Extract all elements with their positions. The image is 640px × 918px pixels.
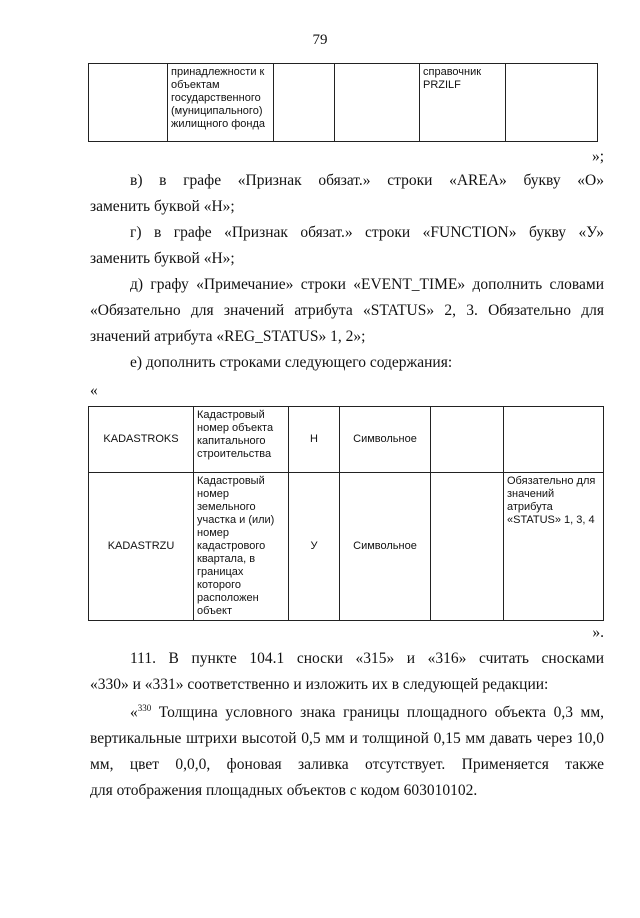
item-d-line: значений атрибута «REG_STATUS» 1, 2»; bbox=[90, 328, 366, 345]
attribute-code: KADASTROKS bbox=[89, 407, 194, 473]
attribute-description: Кадастровый номер земельного участка и (или) номер кадастрового квартала, в границах которого расположен объект bbox=[194, 473, 289, 621]
attribute-description: Кадастровый номер объекта капитального строительства bbox=[194, 407, 289, 473]
attribute-type: Символьное bbox=[340, 473, 431, 621]
item-v-line: заменить буквой «Н»; bbox=[90, 198, 235, 215]
table-cell: справочник PRZILF bbox=[420, 64, 506, 142]
new-attributes-table bbox=[88, 406, 604, 621]
footnote-line: вертикальные штрихи высотой 0,5 мм и толщиной 0,15 мм давать через 10,0 bbox=[90, 730, 604, 747]
paragraph-111-line: 111. В пункте 104.1 сноски «315» и «316» считать сносками bbox=[130, 650, 604, 667]
table-cell: принадлежности к объектам государственного (муниципального) жилищного фонда bbox=[168, 64, 274, 142]
table-cell bbox=[335, 64, 420, 142]
table-cell bbox=[89, 64, 168, 142]
item-e-line: е) дополнить строками следующего содержания: bbox=[130, 354, 453, 371]
required-flag: Н bbox=[289, 407, 340, 473]
table-cell bbox=[431, 473, 504, 621]
attribute-code: KADASTRZU bbox=[89, 473, 194, 621]
opening-quote: « bbox=[90, 382, 98, 399]
item-v-line: в) в графе «Признак обязат.» строки «AREA» букву «О» bbox=[130, 172, 604, 189]
footnote-text: Толщина условного знака границы площадного объекта 0,3 мм, bbox=[151, 704, 604, 721]
closing-quote: »; bbox=[591, 148, 604, 165]
table-cell bbox=[506, 64, 598, 142]
footnote-line bbox=[130, 700, 604, 726]
page-number: 79 bbox=[312, 32, 328, 48]
table-cell bbox=[431, 407, 504, 473]
table-row bbox=[89, 473, 604, 621]
item-g-line: заменить буквой «Н»; bbox=[90, 250, 235, 267]
item-g-line: г) в графе «Признак обязат.» строки «FUNCTION» букву «У» bbox=[130, 224, 604, 241]
table-row bbox=[89, 64, 598, 142]
required-flag: У bbox=[289, 473, 340, 621]
paragraph-111-line: «330» и «331» соответственно и изложить их в следующей редакции: bbox=[90, 676, 549, 693]
attribute-type: Символьное bbox=[340, 407, 431, 473]
continued-attributes-table bbox=[88, 63, 598, 142]
footnote-number: 330 bbox=[137, 703, 152, 713]
closing-quote: ». bbox=[592, 624, 604, 641]
attribute-note bbox=[504, 407, 604, 473]
item-d-line: «Обязательно для значений атрибута «STATUS» 2, 3. Обязательно для bbox=[90, 302, 604, 319]
footnote-line: мм, цвет 0,0,0, фоновая заливка отсутствует. Применяется также bbox=[90, 756, 604, 773]
table-row bbox=[89, 407, 604, 473]
footnote-line: для отображения площадных объектов с кодом 603010102. bbox=[90, 782, 478, 799]
attribute-note: Обязательно для значений атрибута «STATUS» 1, 3, 4 bbox=[504, 473, 604, 621]
item-d-line: д) графу «Примечание» строки «EVENT_TIME» дополнить словами bbox=[130, 276, 604, 293]
footnote-open-quote: « bbox=[130, 704, 138, 721]
table-cell bbox=[274, 64, 335, 142]
